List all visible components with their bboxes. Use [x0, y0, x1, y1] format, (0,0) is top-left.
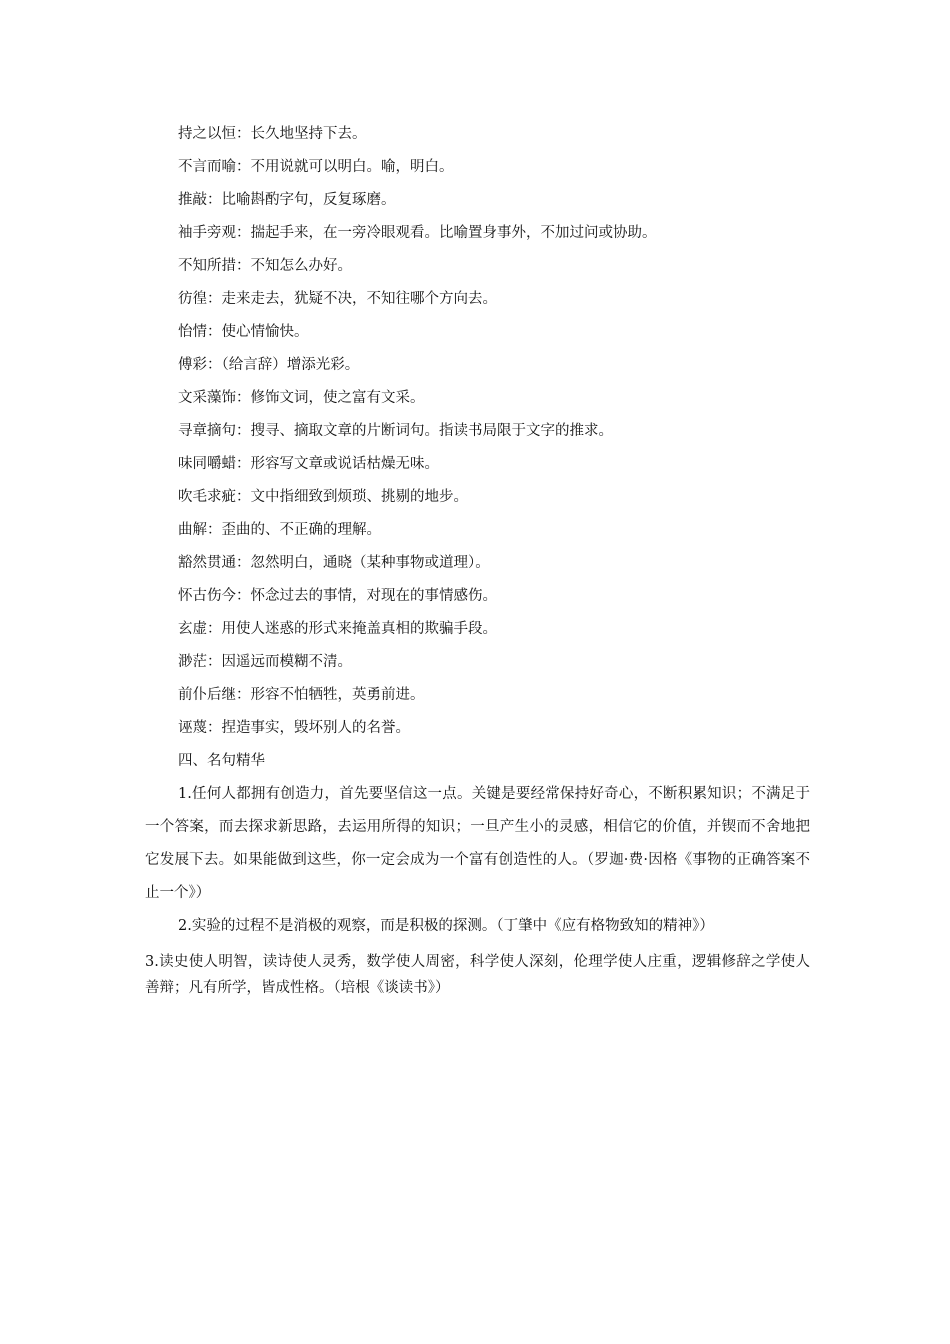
vocab-definition: 走来走去，犹疑不决，不知往哪个方向去。	[221, 291, 497, 307]
vocabulary-list	[145, 118, 810, 745]
vocab-item	[145, 349, 810, 382]
vocab-term: 彷徨	[178, 291, 207, 307]
vocab-separator: ：	[236, 390, 251, 406]
vocab-definition: 不用说就可以明白。喻，明白。	[250, 159, 454, 175]
vocab-item	[145, 316, 810, 349]
section-heading: 四、名句精华	[178, 753, 265, 769]
vocab-item	[145, 448, 810, 481]
vocab-item	[145, 118, 810, 151]
vocab-item	[145, 514, 810, 547]
vocab-separator: ：	[207, 324, 222, 340]
vocab-definition: 揣起手来，在一旁冷眼观看。比喻置身事外，不加过问或协助。	[250, 225, 657, 241]
vocab-item	[145, 547, 810, 580]
vocab-term: 怀古伤今	[178, 588, 236, 604]
vocab-separator: ：	[207, 192, 222, 208]
vocab-definition: 不知怎么办好。	[250, 258, 352, 274]
vocab-term: 推敲	[178, 192, 207, 208]
vocab-definition: 形容不怕牺牲，英勇前进。	[250, 687, 425, 703]
vocab-item	[145, 250, 810, 283]
quote-paragraph: 3.读史使人明智，读诗使人灵秀，数学使人周密，科学使人深刻，伦理学使人庄重，逻辑修辞之学使人善辩；凡有所学，皆成性格。（培根《谈读书》）	[145, 954, 810, 996]
vocab-term: 豁然贯通	[178, 555, 236, 571]
vocab-separator: ：	[236, 687, 251, 703]
vocab-item	[145, 151, 810, 184]
vocab-item	[145, 217, 810, 250]
vocab-separator: ：	[207, 720, 222, 736]
vocab-item	[145, 679, 810, 712]
vocab-term: 文采藻饰	[178, 390, 236, 406]
vocab-item	[145, 712, 810, 745]
vocab-separator: ：	[236, 225, 251, 241]
vocab-term: 诬蔑	[178, 720, 207, 736]
vocab-separator: ：	[207, 357, 222, 373]
vocab-term: 袖手旁观	[178, 225, 236, 241]
vocab-item	[145, 481, 810, 514]
document-page	[145, 118, 810, 1001]
vocab-definition: 忽然明白，通晓（某种事物或道理）。	[250, 555, 490, 571]
vocab-term: 渺茫	[178, 654, 207, 670]
quote-paragraph: 1.任何人都拥有创造力，首先要坚信这一点。关键是要经常保持好奇心，不断积累知识；不满足于一个答案，而去探求新思路，去运用所得的知识；一旦产生小的灵感，相信它的价值，并锲而不舍地把它发展下去。如果能做到这些，你一定会成为一个富有创造性的人。（罗迦·费·因格《事物的正确答案不止一个》）	[145, 786, 810, 901]
vocab-separator: ：	[236, 258, 251, 274]
vocab-separator: ：	[236, 555, 251, 571]
vocab-definition: 文中指细致到烦琐、挑剔的地步。	[250, 489, 468, 505]
quote-paragraph: 2.实验的过程不是消极的观察，而是积极的探测。（丁肇中《应有格物致知的精神》）	[178, 918, 714, 934]
vocab-definition: 歪曲的、不正确的理解。	[221, 522, 381, 538]
vocab-term: 不言而喻	[178, 159, 236, 175]
vocab-term: 玄虚	[178, 621, 207, 637]
vocab-separator: ：	[207, 522, 222, 538]
vocab-separator: ：	[207, 291, 222, 307]
vocab-definition: 比喻斟酌字句，反复琢磨。	[221, 192, 396, 208]
vocab-definition: （给言辞）增添光彩。	[221, 357, 360, 373]
vocab-separator: ：	[236, 456, 251, 472]
vocab-item	[145, 580, 810, 613]
vocab-item	[145, 415, 810, 448]
vocab-term: 味同嚼蜡	[178, 456, 236, 472]
vocab-definition: 使心情愉快。	[221, 324, 309, 340]
vocab-separator: ：	[236, 423, 251, 439]
vocab-item	[145, 283, 810, 316]
vocab-item	[145, 646, 810, 679]
vocab-term: 持之以恒	[178, 126, 236, 142]
vocab-definition: 怀念过去的事情，对现在的事情感伤。	[250, 588, 497, 604]
vocab-term: 寻章摘句	[178, 423, 236, 439]
vocab-definition: 修饰文词，使之富有文采。	[250, 390, 425, 406]
vocab-separator: ：	[236, 588, 251, 604]
vocab-separator: ：	[207, 621, 222, 637]
vocab-separator: ：	[236, 489, 251, 505]
vocab-definition: 用使人迷惑的形式来掩盖真相的欺骗手段。	[221, 621, 497, 637]
vocab-definition: 形容写文章或说话枯燥无味。	[250, 456, 439, 472]
vocab-term: 曲解	[178, 522, 207, 538]
vocab-definition: 长久地坚持下去。	[250, 126, 367, 142]
vocab-term: 不知所措	[178, 258, 236, 274]
vocab-term: 前仆后继	[178, 687, 236, 703]
vocab-separator: ：	[236, 159, 251, 175]
vocab-term: 吹毛求疵	[178, 489, 236, 505]
vocab-term: 傅彩	[178, 357, 207, 373]
vocab-item	[145, 613, 810, 646]
vocab-item	[145, 184, 810, 217]
vocab-item	[145, 382, 810, 415]
vocab-definition: 因遥远而模糊不清。	[221, 654, 352, 670]
vocab-definition: 搜寻、摘取文章的片断词句。指读书局限于文字的推求。	[250, 423, 613, 439]
vocab-separator: ：	[236, 126, 251, 142]
vocab-definition: 捏造事实，毁坏别人的名誉。	[221, 720, 410, 736]
vocab-term: 怡情	[178, 324, 207, 340]
vocab-separator: ：	[207, 654, 222, 670]
